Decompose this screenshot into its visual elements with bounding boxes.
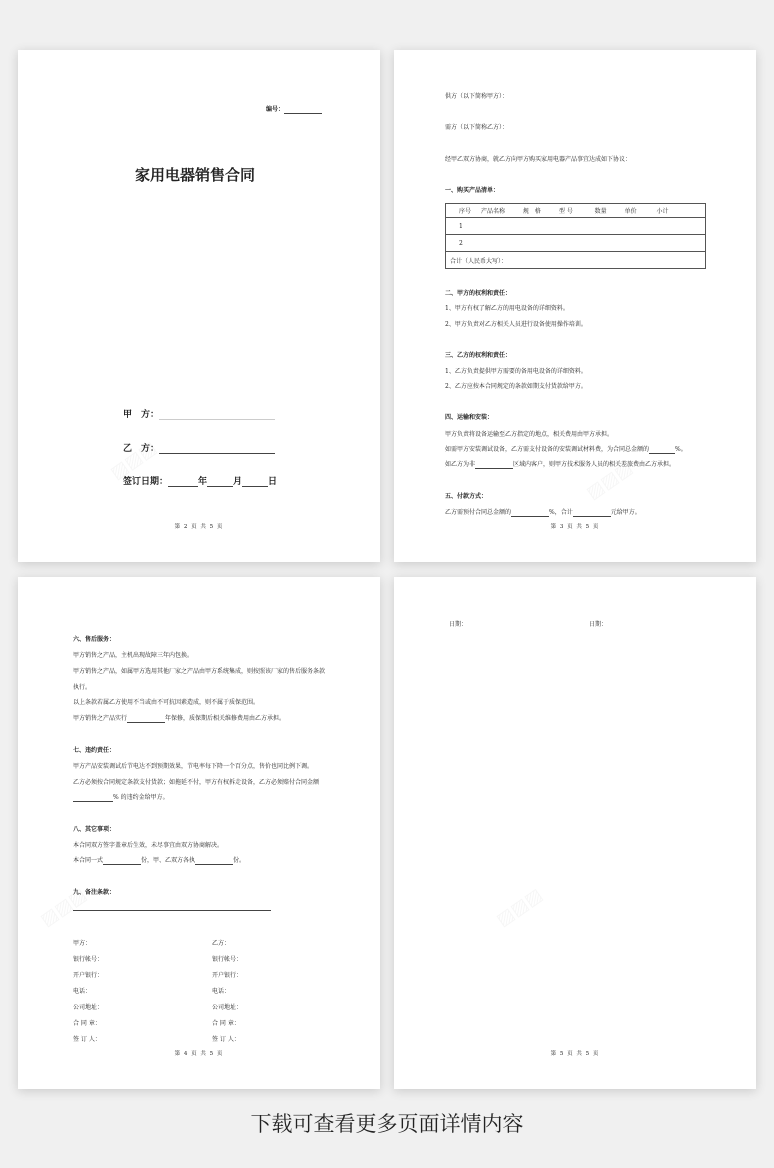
section-2-title: 二、甲方的权利和责任： (445, 290, 512, 297)
day-blank (242, 477, 268, 487)
section-8-item: 本合同双方签字盖章后生效，未尽事宜由双方协商解决。 (73, 842, 224, 849)
section-4-item: 如乙方为非 区域内客户，则甲方技术服务人员的相关差旅费由乙方承担。 (445, 461, 676, 468)
party-a-blank (159, 410, 275, 420)
intro-text: 经甲乙双方协商，就乙方向甲方购买家用电器产品事宜达成如下协议： (445, 156, 632, 163)
section-7-item: 乙方必须按合同规定条款支付货款；如拖延不付，甲方有权拆走设备，乙方必须赔付合同金额 (73, 779, 320, 786)
col-header: 规 格 (522, 208, 541, 215)
party-b-blank (159, 444, 275, 454)
field-label: 银行帐号： (212, 956, 243, 963)
month-label: 月 (233, 477, 243, 487)
section-4-item: 如需甲方安装调试设备，乙方需支付设备的安装调试材料费，为合同总金额的 %。 (445, 446, 687, 453)
section-4-title: 四、运输和安装： (445, 414, 494, 421)
party-a-label: 甲 方： (123, 410, 160, 420)
date-left: 日期： (449, 621, 468, 628)
supplier-line: 供方（以下简称甲方）： (445, 93, 509, 100)
section-7-item: 甲方产品安装调试后节电达不到预期效果，节电率每下降一个百分点，售价也同比例下调。 (73, 763, 314, 770)
section-7-title: 七、违约责任： (73, 747, 116, 754)
document-page-cover (18, 50, 380, 562)
col-header: 小计 (656, 208, 669, 215)
section-2-item: 1、甲方有权了解乙方的用电设备的详细资料。 (445, 305, 569, 312)
field-label: 开户银行： (212, 972, 243, 979)
section-6-item: 甲方销售之产品实行 年保修，质保期后相关维修费用由乙方承担。 (73, 715, 286, 722)
field-label: 合 同 章： (73, 1020, 101, 1027)
month-blank (207, 477, 233, 487)
product-table (445, 203, 706, 269)
year-blank (168, 477, 198, 487)
download-caption: 下载可查看更多页面详情内容 (250, 1112, 524, 1136)
section-1-title: 一、购买产品清单： (445, 187, 500, 194)
col-header: 型 号 (558, 208, 573, 215)
section-5-item: 乙方需预付合同总金额的 %，合计 元给甲方。 (445, 509, 641, 516)
section-3-item: 1、乙方负责提供甲方需要的备用电设备的详细资料。 (445, 368, 587, 375)
document-page-2 (394, 50, 756, 562)
day-label: 日 (268, 477, 278, 487)
table-row: 2 (446, 235, 706, 252)
party-a-line (123, 407, 275, 420)
party-b-signature-block (212, 936, 242, 1048)
contract-number-blank (284, 104, 322, 114)
page-footer: 第 3 页 共 5 页 (550, 524, 600, 530)
field-label: 电话： (73, 988, 92, 995)
field-label: 公司地址： (212, 1004, 243, 1011)
col-header: 序号 (459, 208, 472, 215)
section-6-item: 甲方销售之产品，如属甲方选用其他厂家之产品由甲方系统集成，则按照该厂家的售后服务条款 (73, 668, 326, 675)
section-2-item: 2、甲方负责对乙方相关人员进行设备使用操作培训。 (445, 321, 587, 328)
field-label: 合 同 章： (212, 1020, 240, 1027)
field-label: 乙方： (212, 940, 231, 947)
col-header: 数量 (594, 208, 607, 215)
section-3-title: 三、乙方的权利和责任： (445, 352, 512, 359)
section-5-title: 五、付款方式： (445, 493, 488, 500)
table-row: 1 (446, 218, 706, 235)
date-right: 日期： (589, 621, 608, 628)
page-footer: 第 4 页 共 5 页 (174, 1051, 224, 1057)
sign-date-label: 签订日期： (123, 477, 169, 487)
section-6-item: 甲方销售之产品，主机出现故障三年内包换。 (73, 652, 194, 659)
document-page-3 (18, 577, 380, 1089)
field-label: 银行帐号： (73, 956, 104, 963)
party-b-label: 乙 方： (123, 444, 160, 454)
section-9-title: 九、备注条款： (73, 889, 116, 896)
field-label: 公司地址： (73, 1004, 104, 1011)
section-7-item: % 的违约金给甲方。 (73, 794, 169, 802)
field-label: 电话： (212, 988, 231, 995)
remarks-line (73, 910, 271, 911)
contract-number-row (266, 104, 322, 114)
table-header-row (446, 204, 706, 218)
field-label: 甲方： (73, 940, 92, 947)
section-6-item: 以上条款若属乙方使用不当或由不可抗因素造成，则不属于质保范围。 (73, 699, 260, 706)
section-8-title: 八、其它事项： (73, 826, 116, 833)
buyer-line: 需方（以下简称乙方）： (445, 124, 509, 131)
party-a-signature-block (73, 936, 103, 1048)
field-label: 签 订 人： (212, 1036, 240, 1043)
field-label: 开户银行： (73, 972, 104, 979)
field-label: 签 订 人： (73, 1036, 101, 1043)
watermark (37, 884, 91, 930)
contract-number-label: 编号： (266, 106, 285, 113)
table-total-row: 合计（人民币大写）： (446, 252, 706, 269)
year-label: 年 (198, 477, 208, 487)
sign-date-line (123, 474, 277, 487)
col-header: 单价 (624, 208, 637, 215)
page-footer: 第 2 页 共 5 页 (174, 524, 224, 530)
col-header: 产品名称 (480, 208, 505, 215)
section-3-item: 2、乙方应按本合同规定的条款如期支付货款给甲方。 (445, 383, 587, 390)
section-4-item: 甲方负责将设备运输至乙方指定的地点，相关费用由甲方承担。 (445, 431, 614, 438)
section-6-title: 六、售后服务： (73, 636, 116, 643)
section-8-item: 本合同一式 份，甲、乙双方各执 份。 (73, 857, 246, 864)
document-page-4 (394, 577, 756, 1089)
section-6-item: 执行。 (73, 684, 92, 691)
watermark (493, 884, 547, 930)
document-title: 家用电器销售合同 (135, 166, 256, 184)
page-footer: 第 5 页 共 5 页 (550, 1051, 600, 1057)
